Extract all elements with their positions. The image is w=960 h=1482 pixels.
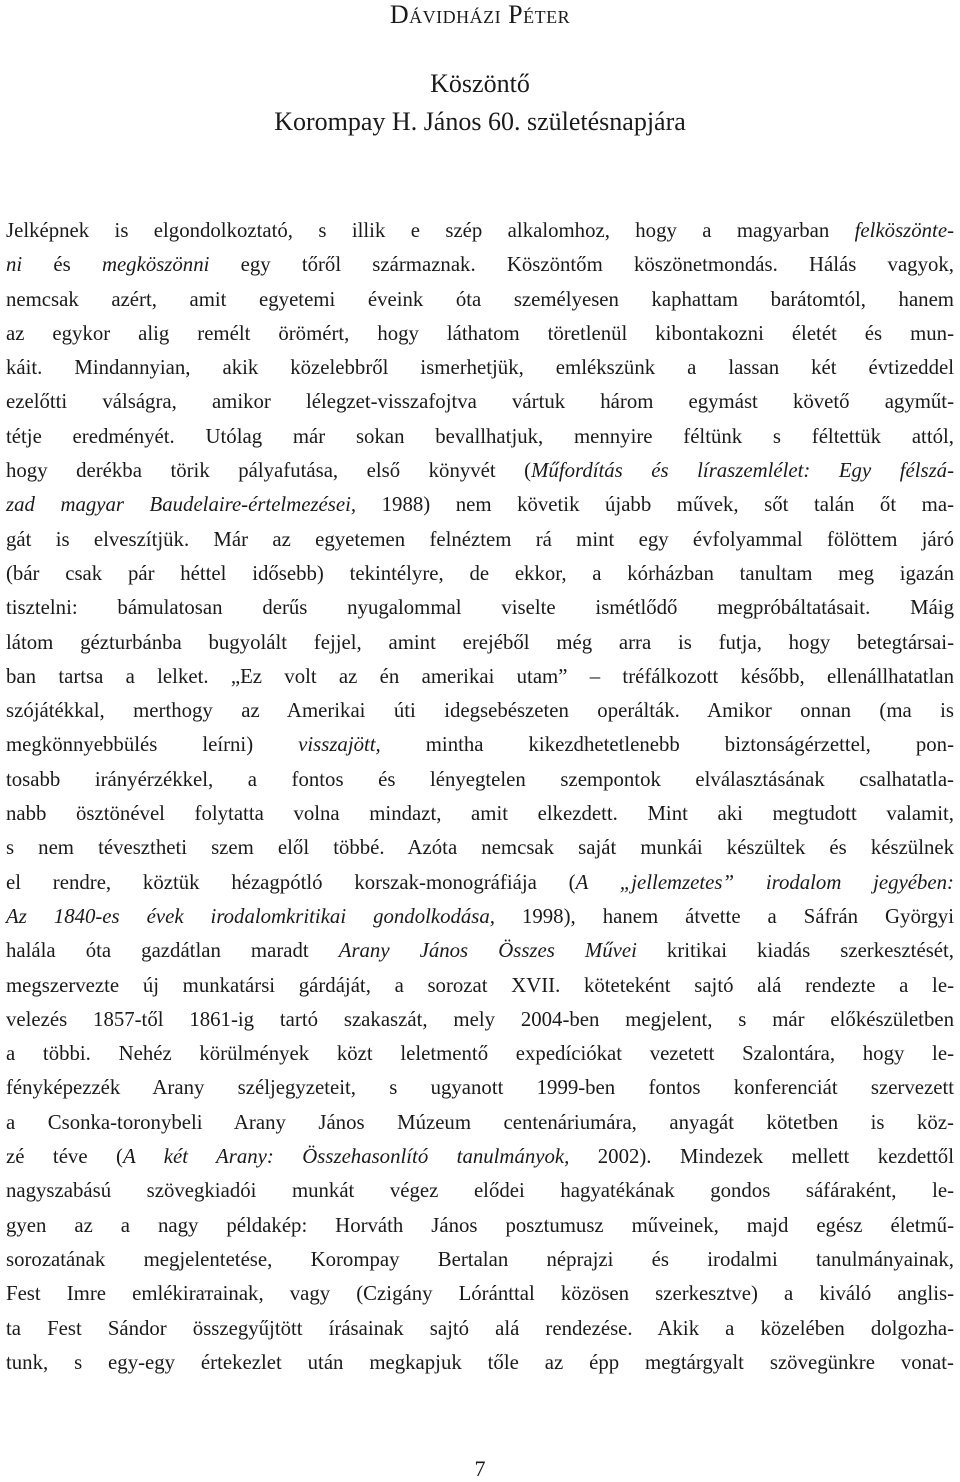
text-run: ban tartsa a lelket. „Ez volt az én amerikai utam” – tréfálkozott később, ellenállhatatlan [6,664,954,688]
text-line [6,420,954,454]
article-title [0,65,960,141]
text-line [6,694,954,728]
italic-text: felköszönte- [854,219,954,242]
text-run: Jelképnek is elgondolkoztató, s illik e szép alkalomhoz, hogy a magyarban [6,219,855,242]
text-line [6,351,954,385]
text-run: az egykor alig remélt örömért, hogy láthatom töretlenül kibontakozni életét és mun- [6,321,954,345]
text-line [6,969,954,1003]
title-line-1: Köszöntő [430,69,530,98]
text-line [6,1243,954,1277]
text-run: 1988) nem követik újabb művek, sőt talán őt ma- [356,493,955,517]
text-run: el rendre, köztük hézagpótló korszak-monográfiája ( [6,870,576,894]
author-name: Dávidházi Péter [389,0,571,29]
text-line [6,214,954,248]
text-line [6,557,954,591]
italic-text: Műfordítás és líraszemlélet: Egy félszá- [531,459,955,483]
text-line [6,1106,954,1140]
text-line [6,900,954,934]
text-run: és [22,253,102,277]
text-run: látom gézturbánba bugyolált fejjel, amint erejéből még arra is futja, hogy betegtársai- [6,630,954,654]
text-line [6,523,954,557]
text-line [6,626,954,660]
text-line [6,866,954,900]
page-number: 7 [474,1456,486,1481]
text-line [6,1346,954,1380]
text-line [6,248,954,282]
text-run: fényképezzék Arany széljegyzeteit, s ugyanott 1999-ben fontos konferenciát szervezett [6,1076,954,1100]
text-run: nemcsak azért, amit egyetemi éveink óta személyesen kaphattam barátomtól, hanem [6,287,954,311]
text-run: nagyszabású szövegkiadói munkát végez elődei hagyatékának gondos sáfáraként, le- [6,1179,954,1203]
text-line [6,317,954,351]
text-run: káit. Mindannyian, akik közelebbről ismerhetjük, emlékszünk a lassan két évtizeddel [6,356,954,380]
text-line [6,797,954,831]
text-run: Fest Imre emlékirатainak, vagy (Czigány Lóránttal közösen szerkesztve) a kiváló anglis- [6,1282,954,1306]
text-run: mintha kikezdhetetlenebb biztonságérzettel, pon- [380,733,954,757]
text-line [6,454,954,488]
italic-text: Arany János Összes Művei [338,939,637,963]
text-line [6,488,954,522]
text-run: kritikai kiadás szerkesztését, [636,939,954,963]
text-run: tunk, s egy-egy értekezlet után megkapjuk tőle az épp megtárgyalt szövegünkre vonat- [6,1350,954,1374]
text-line [6,763,954,797]
text-line [6,1277,954,1311]
italic-text: A „jellemzetes” irodalom jegyében: [575,870,954,894]
text-run: tétje eredményét. Utólag már sokan bevallhatjuk, mennyire féltünk s féltettük attól, [6,424,954,448]
text-line [6,1209,954,1243]
text-line [6,934,954,968]
text-run: s nem tévesztheti szem elől többé. Azóta nemcsak saját munkái készültek és készülnek [6,836,954,860]
text-run: hogy derékba törik pályafutása, első könyvét ( [6,459,532,483]
italic-text: ni [6,253,23,277]
text-run: gyen az a nagy példakép: Horváth János posztumusz műveinek, majd egész életmű- [6,1213,954,1237]
text-line [6,1037,954,1071]
text-run: szójátékkal, merthogy az Amerikai úti idegsebészeten operálták. Amikor onnan (ma is [6,699,954,723]
title-line-2: Korompay H. János 60. születésnapjára [274,107,686,136]
text-run: gát is elveszítjük. Már az egyetemen felnéztem rá mint egy évfolyammal fölöttem járó [6,527,954,551]
text-run: halála óta gazdátlan maradt [6,939,339,963]
text-line [6,660,954,694]
text-line [6,728,954,762]
text-run: nabb ösztönével folytatta volna mindazt, amit elkezdett. Mint aki megtudott valamit, [6,802,954,826]
text-line [6,1140,954,1174]
text-run: tisztelni: bámulatosan derűs nyugalommal viselte ismétlődő megpróbáltatásait. Máig [6,596,954,620]
text-run: egy tőről származnak. Köszöntőm köszönetmondás. Hálás vagyok, [209,253,954,277]
text-line [6,1312,954,1346]
italic-text: megköszönni [101,253,210,277]
italic-text: Az 1840-es évek irodalomkritikai gondolkodása, [6,904,495,928]
text-run: ezelőtti válságra, amikor lélegzet-visszafojtva vártuk három egymást követő agyműt- [6,390,954,414]
text-line [6,1003,954,1037]
text-run: a Csonka-toronybeli Arany János Múzeum centenáriumára, anyagát kötetben is köz- [6,1110,954,1134]
text-line [6,831,954,865]
text-run: (bár csak pár héttel idősebb) tekintélyre, de ekkor, a kórházban tanultam meg igazán [6,561,954,585]
italic-text: visszajött, [298,733,381,757]
text-line [6,1174,954,1208]
italic-text: A két Arany: Összehasonlító tanulmányok, [122,1145,570,1169]
text-line [6,1071,954,1105]
text-run: 1998), hanem átvette a Sáfrán Györgyi [494,904,954,928]
text-line [6,385,954,419]
text-run: sorozatának megjelentetése, Korompay Bertalan néprajzi és irodalmi tanulmányainak, [6,1247,954,1271]
text-line [6,591,954,625]
text-run: velezés 1857-től 1861-ig tartó szakaszát, mely 2004-ben megjelent, s már előkészületben [6,1007,954,1031]
text-run: megkönnyebbülés leírni) [6,733,299,757]
text-run: megszervezte új munkatársi gárdáját, a sorozat XVII. köteteként sajtó alá rendezte a le- [6,973,954,997]
text-run: a többi. Nehéz körülmények közt leletmentő expedíciókat vezetett Szalontára, hogy le- [6,1042,954,1066]
text-run: zé téve ( [6,1145,123,1169]
italic-text: zad magyar Baudelaire-értelmezései, [6,493,357,517]
text-run: 2002). Mindezek mellett kezdettől [569,1145,954,1169]
text-run: tosabb irányérzékkel, a fontos és lényegtelen szempontok elválasztásának csalhatatla- [6,767,954,791]
body-text [6,214,954,1380]
text-run: ta Fest Sándor összegyűjtött írásainak sajtó alá rendezése. Akik a közelében dolgozha- [6,1316,954,1340]
text-line [6,283,954,317]
